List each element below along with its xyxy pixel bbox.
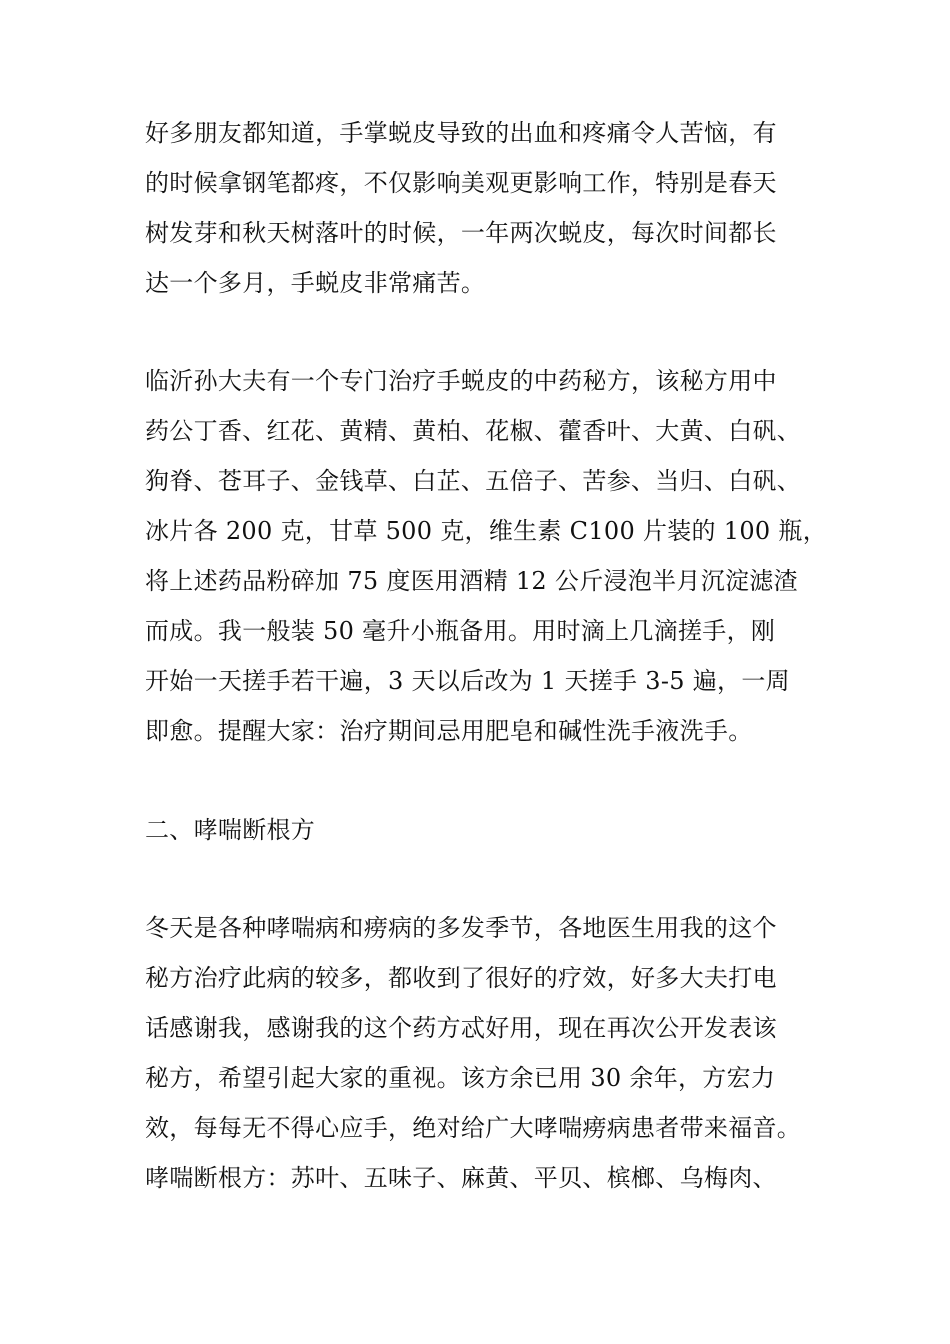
text-line: 话感谢我，感谢我的这个药方忒好用，现在再次公开发表该	[145, 1014, 777, 1042]
text-line: 狗脊、苍耳子、金钱草、白芷、五倍子、苦参、当归、白矾、	[145, 467, 802, 495]
text-line: 的时候拿钢笔都疼，不仅影响美观更影响工作，特别是春天	[145, 169, 777, 197]
text-line: 冬天是各种哮喘病和痨病的多发季节，各地医生用我的这个	[145, 914, 777, 942]
paragraph-asthma-remedy	[145, 903, 815, 1203]
text-line: 开始一天搓手若干遍，3 天以后改为 1 天搓手 3-5 遍，一周	[145, 667, 790, 695]
text-line: 好多朋友都知道，手掌蜕皮导致的出血和疼痛令人苦恼，有	[145, 119, 777, 147]
text-line: 而成。我一般装 50 毫升小瓶备用。用时滴上几滴搓手，刚	[145, 617, 776, 645]
paragraph-hand-peeling-intro	[145, 108, 815, 308]
text-line: 即愈。提醒大家：治疗期间忌用肥皂和碱性洗手液洗手。	[145, 717, 753, 745]
text-line: 药公丁香、红花、黄精、黄柏、花椒、藿香叶、大黄、白矾、	[145, 417, 802, 445]
text-line: 将上述药品粉碎加 75 度医用酒精 12 公斤浸泡半月沉淀滤渣	[145, 567, 798, 595]
section-heading-text: 二、哮喘断根方	[145, 816, 316, 844]
text-line: 哮喘断根方：苏叶、五味子、麻黄、平贝、槟榔、乌梅肉、	[145, 1164, 777, 1192]
text-line: 秘方治疗此病的较多，都收到了很好的疗效，好多大夫打电	[145, 964, 777, 992]
text-line: 达一个多月，手蜕皮非常痛苦。	[145, 269, 486, 297]
text-line: 临沂孙大夫有一个专门治疗手蜕皮的中药秘方，该秘方用中	[145, 367, 777, 395]
text-line: 秘方，希望引起大家的重视。该方余已用 30 余年，方宏力	[145, 1064, 776, 1092]
text-line: 冰片各 200 克，甘草 500 克，维生素 C100 片装的 100 瓶，	[145, 517, 828, 545]
text-line: 效，每每无不得心应手，绝对给广大哮喘痨病患者带来福音。	[145, 1114, 802, 1142]
paragraph-hand-peeling-remedy	[145, 356, 828, 756]
text-line: 树发芽和秋天树落叶的时候，一年两次蜕皮，每次时间都长	[145, 219, 777, 247]
section-heading	[145, 805, 815, 855]
